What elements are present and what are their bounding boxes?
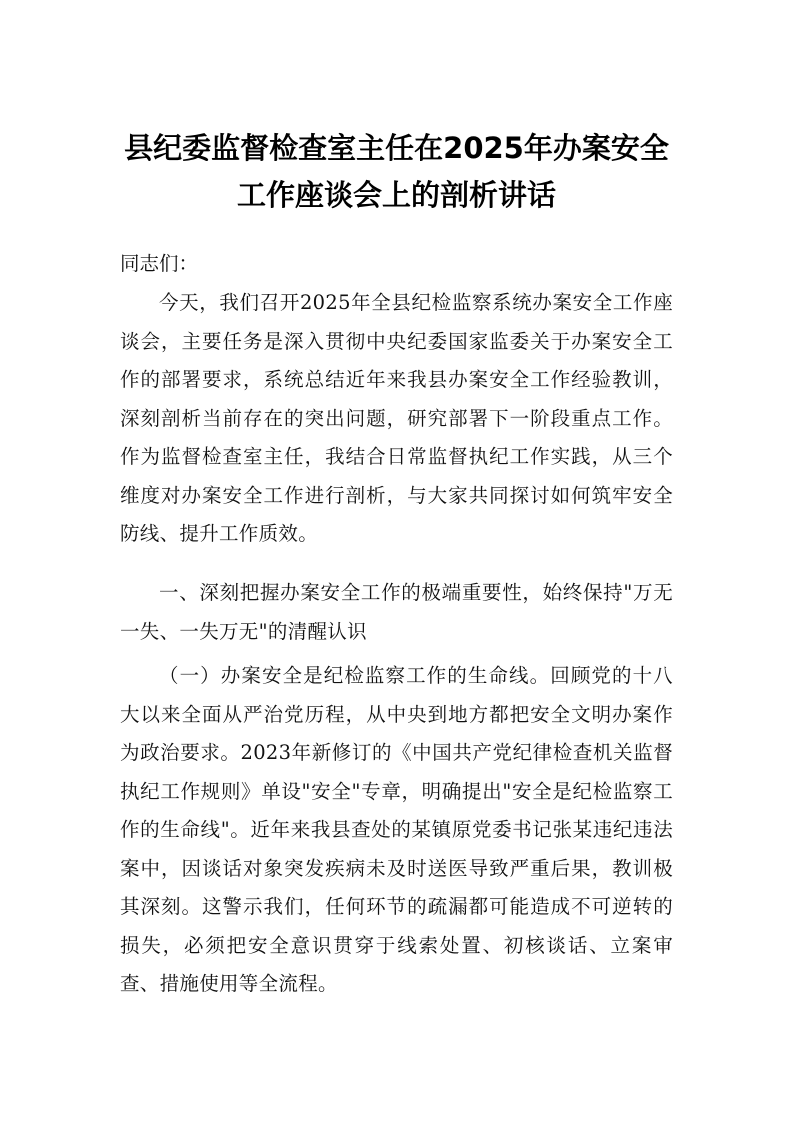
salutation: 同志们： <box>120 252 199 275</box>
document-title-line-2: 工作座谈会上的剖析讲话 <box>236 178 556 212</box>
paragraph-intro: 今天，我们召开2025年全县纪检监察系统办案安全工作座谈会，主要任务是深入贯彻中央纪委国家监委关于办案安全工作的部署要求，系统总结近年来我县办案安全工作经验教训，深刻剖析当前存在的突出问题，研究部署下一阶段重点工作。作为监督检查室主任，我结合日常监督执纪工作实践，从三个维度对办案安全工作进行剖析，与大家共同探讨如何筑牢安全防线、提升工作质效。 <box>120 291 673 545</box>
document-title-line-1: 县纪委监督检查室主任在2025年办案安全 <box>124 131 669 165</box>
subsection-paragraph-1: （一）办案安全是纪检监察工作的生命线。回顾党的十八大以来全面从严治党历程，从中央到地方都把安全文明办案作为政治要求。2023年新修订的《中国共产党纪律检查机关监督执纪工作规则》单设"安全"专章，明确提出"安全是纪检监察工作的生命线"。近年来我县查处的某镇原党委书记张某违纪违法案中，因谈话对象突发疾病未及时送医导致严重后果，教训极其深刻。这警示我们，任何环节的疏漏都可能造成不可逆转的损失，必须把安全意识贯穿于线索处置、初核谈话、立案审查、措施使用等全流程。 <box>120 664 673 995</box>
section-heading-1: 一、深刻把握办案安全工作的极端重要性，始终保持"万无一失、一失万无"的清醒认识 <box>120 581 673 643</box>
